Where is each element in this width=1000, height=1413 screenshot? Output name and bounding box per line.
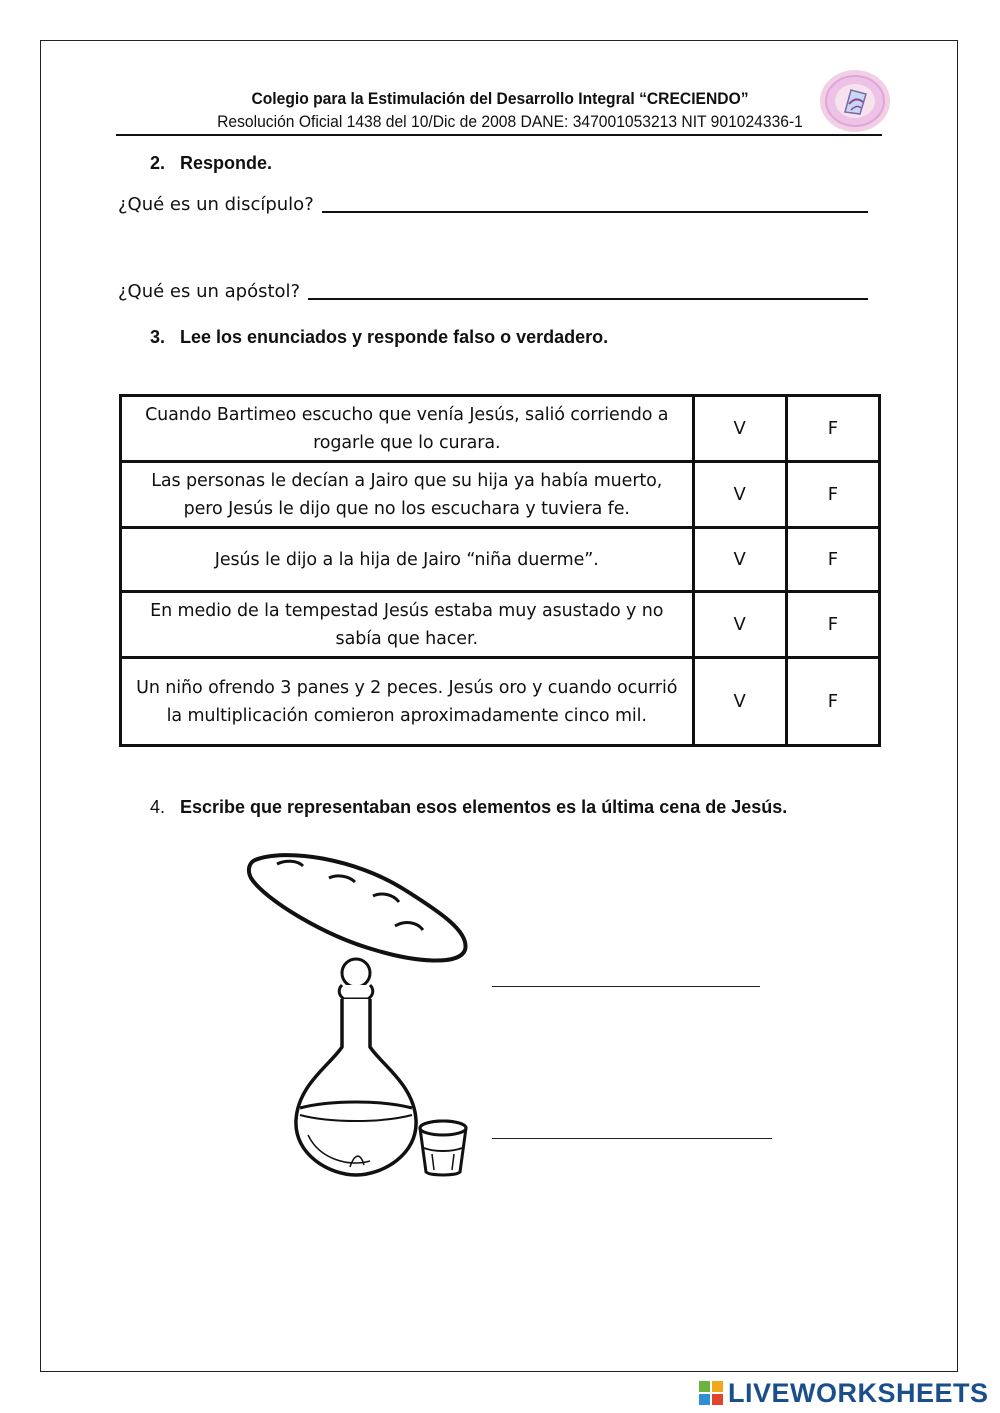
liveworksheets-brand-text: LIVEWORKSHEETS bbox=[728, 1377, 989, 1408]
false-option[interactable]: F bbox=[786, 462, 879, 528]
question-apostle-label: ¿Qué es un apóstol? bbox=[118, 281, 301, 302]
statement-cell: Jesús le dijo a la hija de Jairo “niña duerme”. bbox=[121, 528, 694, 592]
cup-icon bbox=[416, 1118, 470, 1178]
false-option[interactable]: F bbox=[786, 658, 879, 746]
section-4-number: 4. bbox=[150, 797, 166, 817]
section-3-number: 3. bbox=[150, 327, 166, 347]
section-2-heading bbox=[150, 153, 272, 174]
true-option[interactable]: V bbox=[693, 462, 786, 528]
true-option[interactable]: V bbox=[693, 528, 786, 592]
table-row bbox=[121, 462, 880, 528]
school-name: Colegio para la Estimulación del Desarrollo Integral “CRECIENDO” bbox=[251, 89, 749, 108]
answer-line-apostle[interactable] bbox=[308, 298, 868, 300]
answer-line-bread[interactable] bbox=[492, 986, 760, 987]
true-false-table bbox=[119, 394, 881, 747]
false-option[interactable]: F bbox=[786, 396, 879, 462]
question-disciple bbox=[118, 194, 868, 215]
school-resolution: Resolución Oficial 1438 del 10/Dic de 2008 DANE: 347001053213 NIT 901024336-1 bbox=[217, 112, 803, 131]
table-row bbox=[121, 658, 880, 746]
section-2-title: Responde. bbox=[180, 153, 273, 173]
true-option[interactable]: V bbox=[693, 658, 786, 746]
liveworksheets-brand[interactable] bbox=[698, 1378, 998, 1408]
section-4-title: Escribe que representaban esos elementos es la última cena de Jesús. bbox=[180, 797, 788, 817]
answer-line-disciple[interactable] bbox=[322, 211, 868, 213]
answer-line-wine[interactable] bbox=[492, 1138, 772, 1139]
table-row bbox=[121, 396, 880, 462]
false-option[interactable]: F bbox=[786, 528, 879, 592]
school-logo-icon bbox=[818, 68, 892, 134]
true-option[interactable]: V bbox=[693, 592, 786, 658]
bread-icon bbox=[245, 850, 473, 966]
question-disciple-label: ¿Qué es un discípulo? bbox=[118, 194, 314, 215]
table-row bbox=[121, 528, 880, 592]
section-3-title: Lee los enunciados y responde falso o verdadero. bbox=[180, 327, 609, 347]
question-apostle bbox=[118, 281, 868, 302]
true-option[interactable]: V bbox=[693, 396, 786, 462]
statement-cell: Las personas le decían a Jairo que su hija ya había muerto, pero Jesús le dijo que no los escuchara y tuviera fe. bbox=[121, 462, 694, 528]
section-3-heading bbox=[150, 327, 608, 348]
statement-cell: Un niño ofrendo 3 panes y 2 peces. Jesús oro y cuando ocurrió la multiplicación comieron aproximadamente cinco mil. bbox=[121, 658, 694, 746]
statement-cell: Cuando Bartimeo escucho que venía Jesús, salió corriendo a rogarle que lo curara. bbox=[121, 396, 694, 462]
false-option[interactable]: F bbox=[786, 592, 879, 658]
section-4-heading bbox=[150, 797, 787, 818]
header-divider bbox=[116, 134, 882, 136]
wine-carafe-icon bbox=[290, 955, 422, 1180]
liveworksheets-logo-icon bbox=[698, 1380, 724, 1406]
statement-cell: En medio de la tempestad Jesús estaba muy asustado y no sabía que hacer. bbox=[121, 592, 694, 658]
section-2-number: 2. bbox=[150, 153, 166, 173]
table-row bbox=[121, 592, 880, 658]
